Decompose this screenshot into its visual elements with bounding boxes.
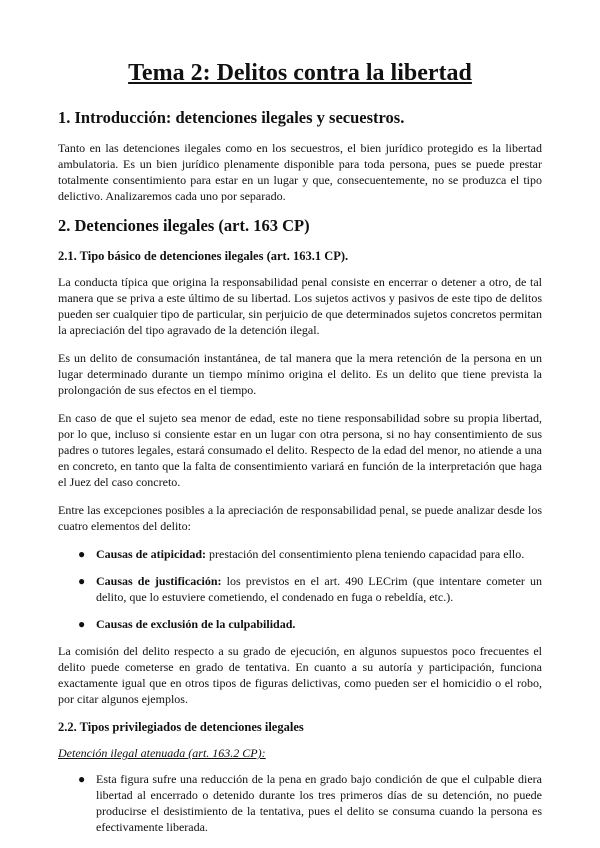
- list-item-text: los previstos en el art. 490 LECrim (que intentare cometer un delito, que lo estuviere cometiendo, el condenado en fuga o rebeldía, etc.).: [96, 574, 542, 604]
- paragraph: Es un delito de consumación instantánea, de tal manera que la mera retención de la persona en un lugar determinado durante un tiempo mínimo origina el delito. Es un delito que tiene prevista la prolongación de sus efectos en el tiempo.: [58, 351, 542, 397]
- subsection-2-2-heading: 2.2. Tipos privilegiados de detenciones ilegales: [58, 720, 304, 734]
- paragraph: Entre las excepciones posibles a la apreciación de responsabilidad penal, se puede analizar desde los cuatro elementos del delito:: [58, 503, 542, 533]
- bullet-icon: ●: [78, 574, 86, 588]
- list-item-label: Causas de exclusión de la culpabilidad.: [96, 617, 296, 631]
- list-item: [58, 546, 542, 562]
- list-item: [58, 771, 542, 835]
- attenuated-list: [58, 771, 542, 835]
- list-item: [58, 616, 542, 632]
- list-item-label: Causas de atipicidad:: [96, 547, 207, 561]
- bullet-icon: ●: [78, 772, 86, 786]
- bullet-icon: ●: [78, 547, 86, 561]
- section-1-heading: 1. Introducción: detenciones ilegales y secuestros.: [58, 108, 405, 127]
- exceptions-list: [58, 546, 542, 632]
- document-title: Tema 2: Delitos contra la libertad: [128, 60, 472, 86]
- subsection-2-1-heading: 2.1. Tipo básico de detenciones ilegales (art. 163.1 CP).: [58, 249, 349, 263]
- list-item-label: Causas de justificación:: [96, 574, 222, 588]
- bullet-icon: ●: [78, 617, 86, 631]
- paragraph: La conducta típica que origina la responsabilidad penal consiste en encerrar o detener a otro, de tal manera que se priva a este último de su libertad. Los sujetos activos y pasivos de este tipo de delitos pueden ser cualquier tipo de particular, sin perjuicio de que determinados sujetos concretos permitan la apreciación del tipo agravado de la detención ilegal.: [58, 275, 542, 337]
- list-item-text: prestación del consentimiento plena teniendo capacidad para ello.: [206, 547, 525, 561]
- list-item-text: Esta figura sufre una reducción de la pena en grado bajo condición de que el culpable diera libertad al encerrado o detenido durante los tres primeros días de su detención, no puede producirse el desistimiento de la tentativa, pues el delito se consuma cuando la persona es efectivamente liberada.: [96, 772, 542, 834]
- paragraph: La comisión del delito respecto a su grado de ejecución, en algunos supuestos poco frecuentes el delito puede cometerse en grado de tentativa. En cuanto a su autoría y participación, funciona exactamente igual que en otros tipos de figuras delictivas, como pueden ser el homicidio o el robo, por citar algunos ejemplos.: [58, 644, 542, 706]
- list-item: [58, 573, 542, 605]
- paragraph: En caso de que el sujeto sea menor de edad, este no tiene responsabilidad sobre su propia libertad, por lo que, incluso si consiente estar en un lugar con otra persona, si no hay consentimiento de sus padres o tutores legales, estará consumado el delito. Respecto de la edad del menor, no atiende a una en concreto, en tanto que la falta de consentimiento variará en función de la interpretación que haga el Juez del caso concreto.: [58, 411, 542, 489]
- section-1-paragraph: Tanto en las detenciones ilegales como en los secuestros, el bien jurídico protegido es la libertad ambulatoria. Es un bien jurídico plenamente disponible para toda persona, pues se puede prestar totalmente consentimiento para estar en un lugar y que, consecuentemente, no se produzca el tipo delictivo. Analizaremos cada uno por separado.: [58, 141, 542, 203]
- subheading: Detención ilegal atenuada (art. 163.2 CP):: [58, 746, 266, 760]
- section-2-heading: 2. Detenciones ilegales (art. 163 CP): [58, 216, 310, 235]
